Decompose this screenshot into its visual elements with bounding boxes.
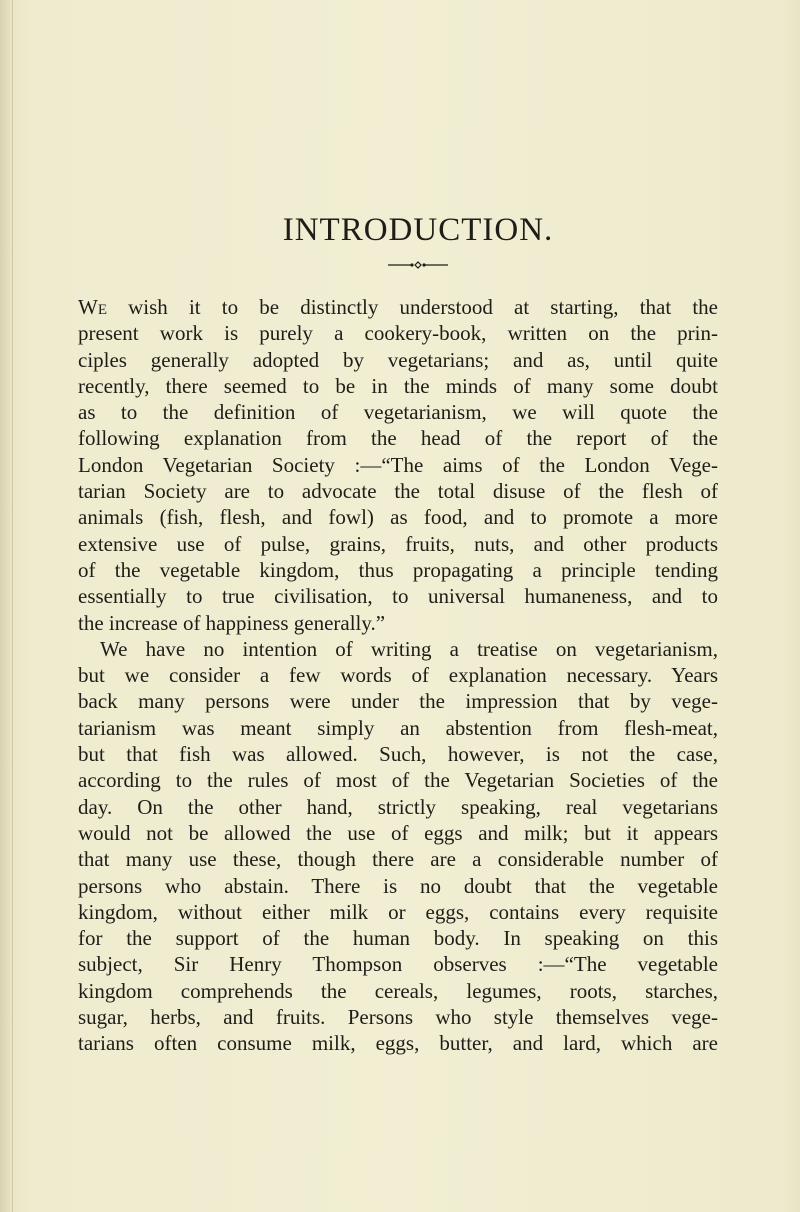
text-line: tarians often consume milk, eggs, butter, and lard, which are bbox=[78, 1031, 718, 1056]
text-line-rest: wish it to be distinctly understood at starting, that the bbox=[106, 295, 718, 319]
text-line: essentially to true civilisation, to universal humaneness, and to bbox=[78, 584, 718, 609]
body-text bbox=[78, 294, 718, 1057]
text-line: as to the definition of vegetarianism, we will quote the bbox=[78, 400, 718, 425]
text-line: for the support of the human body. In speaking on this bbox=[78, 926, 718, 951]
text-line: following explanation from the head of the report of the bbox=[78, 426, 718, 451]
text-line: that many use these, though there are a considerable number of bbox=[78, 847, 718, 872]
text-line: kingdom comprehends the cereals, legumes, roots, starches, bbox=[78, 978, 718, 1003]
text-line: according to the rules of most of the Vegetarian Societies of the bbox=[78, 768, 718, 793]
text-line: day. On the other hand, strictly speaking, real vegetarians bbox=[78, 794, 718, 819]
text-line: persons who abstain. There is no doubt that the vegetable bbox=[78, 873, 718, 898]
text-line: present work is purely a cookery-book, written on the prin- bbox=[78, 321, 718, 346]
text-line: recently, there seemed to be in the minds of many some doubt bbox=[78, 373, 718, 398]
ornament-divider bbox=[0, 260, 800, 270]
text-line bbox=[78, 294, 718, 320]
rule-diamond-ornament-icon bbox=[386, 260, 450, 270]
page-binding-edge bbox=[0, 0, 13, 1212]
text-line: kingdom, without either milk or eggs, contains every requisite bbox=[78, 899, 718, 924]
text-line: but we consider a few words of explanation necessary. Years bbox=[78, 663, 718, 688]
text-line: animals (fish, flesh, and fowl) as food, and to promote a more bbox=[78, 505, 718, 530]
text-line: tarian Society are to advocate the total disuse of the flesh of bbox=[78, 479, 718, 504]
text-line: the increase of happiness generally.” bbox=[78, 610, 386, 635]
text-line: sugar, herbs, and fruits. Persons who style themselves vege- bbox=[78, 1005, 718, 1030]
text-line: would not be allowed the use of eggs and milk; but it appears bbox=[78, 820, 718, 845]
text-line: subject, Sir Henry Thompson observes :—“The vegetable bbox=[78, 952, 718, 977]
text-line: of the vegetable kingdom, thus propagating a principle tending bbox=[78, 557, 718, 582]
text-line: ciples generally adopted by vegetarians; and as, until quite bbox=[78, 347, 718, 372]
text-line: extensive use of pulse, grains, fruits, nuts, and other products bbox=[78, 531, 718, 556]
text-line: London Vegetarian Society :—“The aims of the London Vege- bbox=[78, 452, 718, 477]
text-line: back many persons were under the impression that by vege- bbox=[78, 689, 718, 714]
text-line: tarianism was meant simply an abstention from flesh-meat, bbox=[78, 715, 718, 740]
chapter-heading: INTRODUCTION. bbox=[282, 212, 554, 248]
text-line: but that fish was allowed. Such, however, is not the case, bbox=[78, 742, 718, 767]
opening-words: We bbox=[78, 295, 107, 319]
text-line: We have no intention of writing a treatise on vegetarianism, bbox=[100, 636, 718, 661]
